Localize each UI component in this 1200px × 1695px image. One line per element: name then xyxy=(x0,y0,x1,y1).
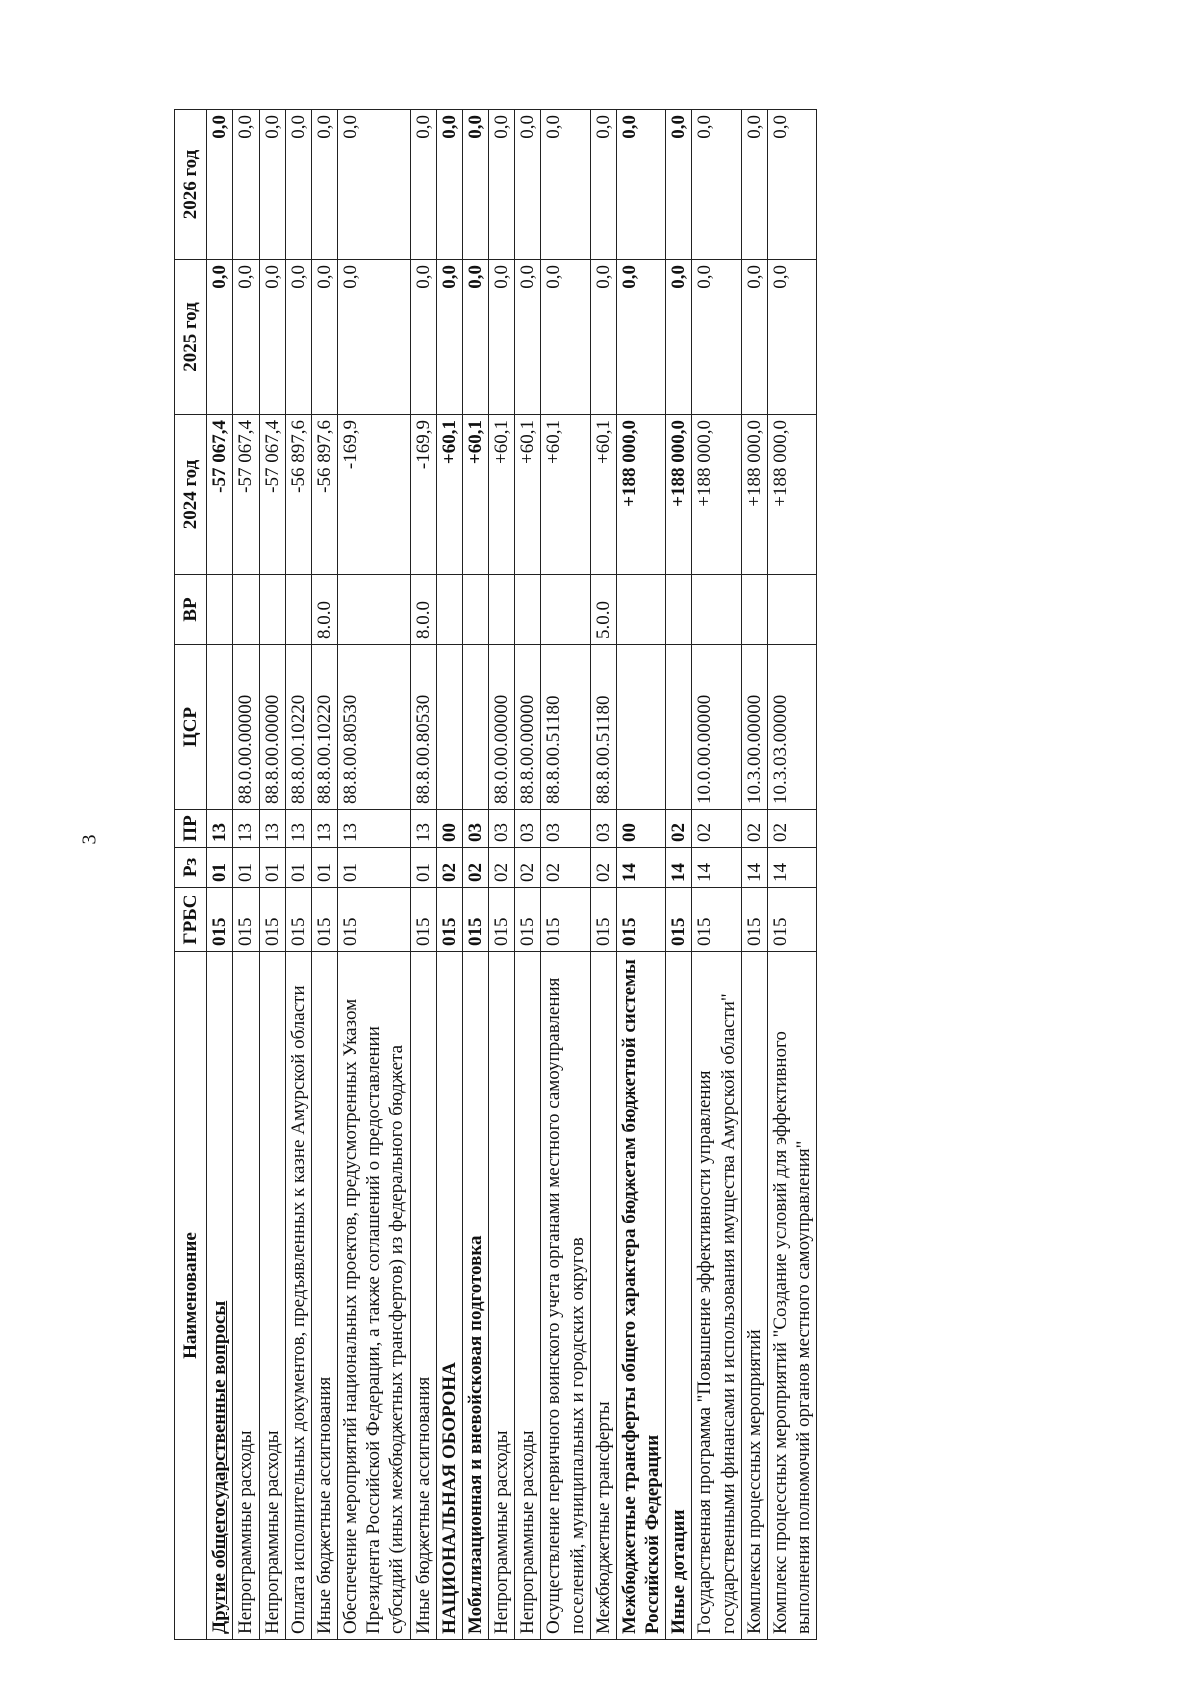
cell-name: Межбюджетные трансферты xyxy=(590,952,616,1640)
table-row xyxy=(741,110,767,1640)
cell-pr: 00 xyxy=(616,810,665,848)
cell-csr: 10.3.00.00000 xyxy=(741,645,767,810)
table-row xyxy=(462,110,488,1640)
cell-2026: 0,0 xyxy=(666,110,692,260)
cell-rz: 02 xyxy=(515,848,541,888)
cell-2025: 0,0 xyxy=(616,260,665,415)
table-row xyxy=(311,110,337,1640)
header-csr: ЦСР xyxy=(175,645,207,810)
cell-grbs: 015 xyxy=(692,888,741,952)
cell-name: Непрограммные расходы xyxy=(259,952,285,1640)
cell-name: Оплата исполнительных документов, предъявленных к казне Амурской области xyxy=(285,952,311,1640)
cell-2024: +60,1 xyxy=(541,415,590,575)
cell-2025: 0,0 xyxy=(207,260,233,415)
table-row xyxy=(207,110,233,1640)
cell-csr: 88.8.00.10220 xyxy=(311,645,337,810)
cell-csr: 88.8.00.51180 xyxy=(541,645,590,810)
header-rz: Рз xyxy=(175,848,207,888)
cell-pr: 03 xyxy=(590,810,616,848)
cell-2026: 0,0 xyxy=(311,110,337,260)
cell-grbs: 015 xyxy=(462,888,488,952)
cell-name: Непрограммные расходы xyxy=(233,952,259,1640)
cell-name: Комплекс процессных мероприятий "Создание условий для эффективного выполнения полномочий органов местного самоуправления" xyxy=(767,952,816,1640)
cell-vr xyxy=(666,575,692,645)
cell-2026: 0,0 xyxy=(207,110,233,260)
table-row xyxy=(666,110,692,1640)
table-row xyxy=(436,110,462,1640)
cell-vr xyxy=(338,575,411,645)
cell-2024: +60,1 xyxy=(462,415,488,575)
cell-2026: 0,0 xyxy=(590,110,616,260)
table-row xyxy=(233,110,259,1640)
cell-rz: 02 xyxy=(462,848,488,888)
cell-2025: 0,0 xyxy=(311,260,337,415)
cell-2024: +188 000,0 xyxy=(666,415,692,575)
cell-2024: +60,1 xyxy=(489,415,515,575)
cell-vr xyxy=(233,575,259,645)
header-vr: ВР xyxy=(175,575,207,645)
table-row xyxy=(285,110,311,1640)
cell-pr: 03 xyxy=(462,810,488,848)
cell-grbs: 015 xyxy=(515,888,541,952)
cell-vr xyxy=(259,575,285,645)
cell-csr: 88.8.00.80530 xyxy=(338,645,411,810)
cell-grbs: 015 xyxy=(338,888,411,952)
cell-csr xyxy=(616,645,665,810)
cell-2025: 0,0 xyxy=(541,260,590,415)
cell-2026: 0,0 xyxy=(338,110,411,260)
cell-2025: 0,0 xyxy=(489,260,515,415)
cell-csr xyxy=(436,645,462,810)
cell-2026: 0,0 xyxy=(285,110,311,260)
cell-csr xyxy=(462,645,488,810)
cell-name: Осуществление первичного воинского учета органами местного самоуправления поселений, муниципальных и городских округов xyxy=(541,952,590,1640)
cell-name: Обеспечение мероприятий национальных проектов, предусмотренных Указом Президента Российской Федерации, а также соглашений о предоставлении субсидий (иных межбюджетных трансфертов) из федерального бюджета xyxy=(338,952,411,1640)
cell-grbs: 015 xyxy=(285,888,311,952)
header-2024: 2024 год xyxy=(175,415,207,575)
header-grbs: ГРБС xyxy=(175,888,207,952)
cell-2026: 0,0 xyxy=(767,110,816,260)
cell-2026: 0,0 xyxy=(410,110,436,260)
cell-2026: 0,0 xyxy=(741,110,767,260)
cell-name: Иные дотации xyxy=(666,952,692,1640)
cell-name: НАЦИОНАЛЬНАЯ ОБОРОНА xyxy=(436,952,462,1640)
cell-2024: +188 000,0 xyxy=(741,415,767,575)
cell-grbs: 015 xyxy=(436,888,462,952)
header-2025: 2025 год xyxy=(175,260,207,415)
cell-grbs: 015 xyxy=(590,888,616,952)
cell-rz: 01 xyxy=(259,848,285,888)
cell-rz: 14 xyxy=(666,848,692,888)
cell-vr xyxy=(692,575,741,645)
cell-name: Межбюджетные трансферты общего характера бюджетам бюджетной системы Российской Федерации xyxy=(616,952,665,1640)
cell-2024: +188 000,0 xyxy=(692,415,741,575)
cell-csr: 10.0.00.00000 xyxy=(692,645,741,810)
cell-2025: 0,0 xyxy=(285,260,311,415)
cell-pr: 03 xyxy=(489,810,515,848)
cell-vr: 5.0.0 xyxy=(590,575,616,645)
cell-grbs: 015 xyxy=(311,888,337,952)
cell-2025: 0,0 xyxy=(259,260,285,415)
cell-2024: -56 897,6 xyxy=(311,415,337,575)
cell-grbs: 015 xyxy=(207,888,233,952)
cell-vr xyxy=(462,575,488,645)
header-name: Наименование xyxy=(175,952,207,1640)
cell-name: Непрограммные расходы xyxy=(489,952,515,1640)
cell-grbs: 015 xyxy=(666,888,692,952)
table-row xyxy=(515,110,541,1640)
cell-2025: 0,0 xyxy=(692,260,741,415)
cell-vr xyxy=(489,575,515,645)
cell-vr xyxy=(285,575,311,645)
cell-2024: -56 897,6 xyxy=(285,415,311,575)
cell-rz: 01 xyxy=(233,848,259,888)
cell-vr: 8.0.0 xyxy=(410,575,436,645)
cell-vr: 8.0.0 xyxy=(311,575,337,645)
cell-csr xyxy=(207,645,233,810)
cell-rz: 02 xyxy=(590,848,616,888)
cell-name: Иные бюджетные ассигнования xyxy=(410,952,436,1640)
cell-vr xyxy=(436,575,462,645)
cell-rz: 14 xyxy=(767,848,816,888)
budget-table xyxy=(174,109,817,1640)
cell-vr xyxy=(767,575,816,645)
cell-2024: -57 067,4 xyxy=(207,415,233,575)
cell-2026: 0,0 xyxy=(436,110,462,260)
table-header-row xyxy=(175,110,207,1640)
cell-grbs: 015 xyxy=(541,888,590,952)
cell-grbs: 015 xyxy=(259,888,285,952)
cell-2024: +60,1 xyxy=(590,415,616,575)
cell-csr: 88.8.00.10220 xyxy=(285,645,311,810)
cell-2024: -169,9 xyxy=(410,415,436,575)
cell-csr xyxy=(666,645,692,810)
cell-2026: 0,0 xyxy=(515,110,541,260)
cell-csr: 88.8.00.00000 xyxy=(515,645,541,810)
cell-2025: 0,0 xyxy=(741,260,767,415)
cell-rz: 14 xyxy=(692,848,741,888)
cell-2025: 0,0 xyxy=(233,260,259,415)
table-row xyxy=(259,110,285,1640)
table-row xyxy=(590,110,616,1640)
cell-vr xyxy=(515,575,541,645)
header-2026: 2026 год xyxy=(175,110,207,260)
cell-csr: 88.8.00.51180 xyxy=(590,645,616,810)
cell-pr: 03 xyxy=(515,810,541,848)
cell-rz: 02 xyxy=(436,848,462,888)
cell-pr: 13 xyxy=(410,810,436,848)
cell-2024: +60,1 xyxy=(515,415,541,575)
cell-2026: 0,0 xyxy=(489,110,515,260)
table-row xyxy=(410,110,436,1640)
cell-2026: 0,0 xyxy=(462,110,488,260)
cell-csr: 88.0.00.00000 xyxy=(233,645,259,810)
cell-rz: 01 xyxy=(410,848,436,888)
cell-2026: 0,0 xyxy=(692,110,741,260)
cell-2026: 0,0 xyxy=(541,110,590,260)
cell-2026: 0,0 xyxy=(233,110,259,260)
cell-2025: 0,0 xyxy=(462,260,488,415)
cell-rz: 01 xyxy=(285,848,311,888)
cell-grbs: 015 xyxy=(489,888,515,952)
cell-pr: 13 xyxy=(207,810,233,848)
page-number: 3 xyxy=(78,834,101,845)
table-body xyxy=(207,110,817,1640)
table-row xyxy=(616,110,665,1640)
table-row xyxy=(767,110,816,1640)
cell-grbs: 015 xyxy=(410,888,436,952)
cell-name: Непрограммные расходы xyxy=(515,952,541,1640)
cell-rz: 01 xyxy=(338,848,411,888)
cell-rz: 01 xyxy=(311,848,337,888)
cell-2025: 0,0 xyxy=(666,260,692,415)
cell-vr xyxy=(207,575,233,645)
cell-2025: 0,0 xyxy=(410,260,436,415)
cell-name: Другие общегосударственные вопросы xyxy=(207,952,233,1640)
cell-csr: 88.8.00.80530 xyxy=(410,645,436,810)
cell-pr: 13 xyxy=(311,810,337,848)
cell-vr xyxy=(616,575,665,645)
cell-pr: 13 xyxy=(338,810,411,848)
cell-pr: 00 xyxy=(436,810,462,848)
cell-name: Государственная программа "Повышение эффективности управления государственными финансами и использования имущества Амурской области" xyxy=(692,952,741,1640)
cell-pr: 13 xyxy=(233,810,259,848)
cell-csr: 88.0.00.00000 xyxy=(489,645,515,810)
cell-grbs: 015 xyxy=(741,888,767,952)
table-row xyxy=(692,110,741,1640)
cell-grbs: 015 xyxy=(233,888,259,952)
cell-2024: -169,9 xyxy=(338,415,411,575)
cell-pr: 13 xyxy=(285,810,311,848)
cell-2025: 0,0 xyxy=(767,260,816,415)
cell-2024: -57 067,4 xyxy=(233,415,259,575)
cell-rz: 02 xyxy=(541,848,590,888)
cell-pr: 02 xyxy=(666,810,692,848)
cell-2025: 0,0 xyxy=(590,260,616,415)
table-row xyxy=(489,110,515,1640)
cell-rz: 14 xyxy=(616,848,665,888)
cell-2026: 0,0 xyxy=(259,110,285,260)
cell-rz: 14 xyxy=(741,848,767,888)
cell-2025: 0,0 xyxy=(338,260,411,415)
cell-pr: 02 xyxy=(767,810,816,848)
cell-pr: 03 xyxy=(541,810,590,848)
cell-pr: 02 xyxy=(692,810,741,848)
table-row xyxy=(338,110,411,1640)
cell-rz: 02 xyxy=(489,848,515,888)
cell-2024: +60,1 xyxy=(436,415,462,575)
cell-2024: +188 000,0 xyxy=(616,415,665,575)
table-row xyxy=(541,110,590,1640)
cell-name: Иные бюджетные ассигнования xyxy=(311,952,337,1640)
cell-2025: 0,0 xyxy=(436,260,462,415)
cell-2026: 0,0 xyxy=(616,110,665,260)
cell-csr: 10.3.03.00000 xyxy=(767,645,816,810)
cell-grbs: 015 xyxy=(616,888,665,952)
cell-grbs: 015 xyxy=(767,888,816,952)
header-pr: ПР xyxy=(175,810,207,848)
cell-2024: -57 067,4 xyxy=(259,415,285,575)
cell-vr xyxy=(741,575,767,645)
cell-vr xyxy=(541,575,590,645)
rotated-table-container xyxy=(174,110,1069,1640)
cell-2025: 0,0 xyxy=(515,260,541,415)
cell-csr: 88.8.00.00000 xyxy=(259,645,285,810)
cell-pr: 02 xyxy=(741,810,767,848)
cell-pr: 13 xyxy=(259,810,285,848)
cell-rz: 01 xyxy=(207,848,233,888)
cell-name: Мобилизационная и вневойсковая подготовка xyxy=(462,952,488,1640)
cell-name: Комплексы процессных мероприятий xyxy=(741,952,767,1640)
cell-2024: +188 000,0 xyxy=(767,415,816,575)
